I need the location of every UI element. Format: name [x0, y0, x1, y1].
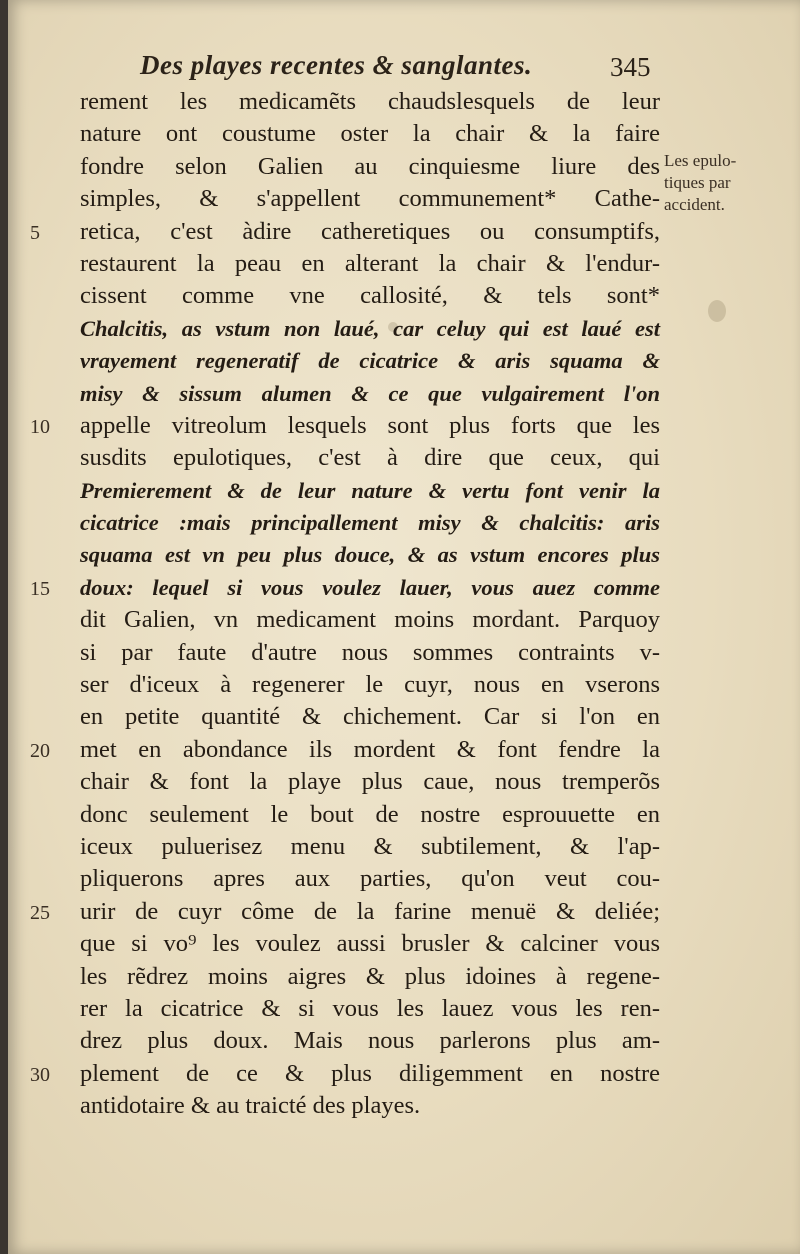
- ink-stain: [708, 300, 726, 322]
- text-line: vrayement regeneratif de cicatrice & aris squama &: [80, 348, 660, 374]
- text-line: restaurent la peau en alterant la chair & l'endur-: [80, 249, 660, 277]
- line-number: 15: [30, 578, 50, 600]
- text-line: simples, & s'appellent communement* Cathe-: [80, 185, 660, 213]
- text-line: susdits epulotiques, c'est à dire que ceux, qui: [80, 444, 660, 472]
- text-line: squama est vn peu plus douce, & as vstum encores plus: [80, 542, 660, 568]
- text-line: si par faute d'autre nous sommes contraints v-: [80, 638, 660, 666]
- text-line: fondre selon Galien au cinquiesme liure des: [80, 152, 660, 180]
- text-line: drez plus doux. Mais nous parlerons plus am-: [80, 1027, 660, 1055]
- text-line: Premierement & de leur nature & vertu font venir la: [80, 477, 660, 503]
- text-line: rer la cicatrice & si vous les lauez vous les ren-: [80, 994, 660, 1022]
- text-line: dit Galien, vn medicament moins mordant. Parquoy: [80, 606, 660, 634]
- text-line: en petite quantité & chichement. Car si l'on en: [80, 703, 660, 731]
- text-line: cicatrice :mais principallement misy & chalcitis: aris: [80, 510, 660, 536]
- text-line: doux: lequel si vous voulez lauer, vous auez comme: [80, 574, 660, 600]
- text-line: appelle vitreolum lesquels sont plus forts que les: [80, 411, 660, 439]
- line-number: 20: [30, 740, 50, 762]
- book-page: [8, 0, 800, 1254]
- text-line: retica, c'est àdire catheretiques ou consumptifs,: [80, 217, 660, 245]
- text-line: pliquerons apres aux parties, qu'on veut cou-: [80, 865, 660, 893]
- text-line: que si vo⁹ les voulez aussi brusler & calciner vous: [80, 930, 660, 958]
- text-line: Chalcitis, as vstum non laué, car celuy qui est laué est: [80, 315, 660, 341]
- text-line: misy & sissum alumen & ce que vulgairement l'on: [80, 380, 660, 406]
- margin-note-line: accident.: [664, 195, 725, 214]
- text-line: nature ont coustume oster la chair & la faire: [80, 120, 660, 148]
- line-number: 5: [30, 221, 40, 244]
- text-line: cissent comme vne callosité, & tels sont*: [80, 282, 660, 310]
- text-line: urir de cuyr côme de la farine menuë & deliée;: [80, 897, 660, 925]
- text-line: les rẽdrez moins aigres & plus idoines à regene-: [80, 962, 660, 990]
- text-line: met en abondance ils mordent & font fendre la: [80, 735, 660, 763]
- text-line: rement les medicamẽts chaudslesquels de leur: [80, 88, 660, 115]
- margin-note-line: tiques par: [664, 173, 731, 192]
- line-number: 25: [30, 902, 50, 924]
- margin-note-line: Les epulo-: [664, 151, 737, 170]
- page-number: 345: [610, 52, 651, 82]
- text-line: donc seulement le bout de nostre esprouuette en: [80, 800, 660, 828]
- margin-note: [664, 150, 784, 216]
- line-number: 30: [30, 1064, 50, 1086]
- running-title: Des playes recentes & sanglantes.: [140, 50, 533, 80]
- text-line: chair & font la playe plus caue, nous tremperõs: [80, 768, 660, 796]
- text-line: antidotaire & au traicté des playes.: [80, 1092, 421, 1120]
- text-line: ser d'iceux à regenerer le cuyr, nous en vserons: [80, 671, 660, 699]
- line-number: 10: [30, 416, 50, 438]
- text-line: iceux puluerisez menu & subtilement, & l'ap-: [80, 832, 660, 860]
- body-text: [80, 86, 660, 1123]
- text-line: plement de ce & plus diligemment en nostre: [80, 1059, 660, 1087]
